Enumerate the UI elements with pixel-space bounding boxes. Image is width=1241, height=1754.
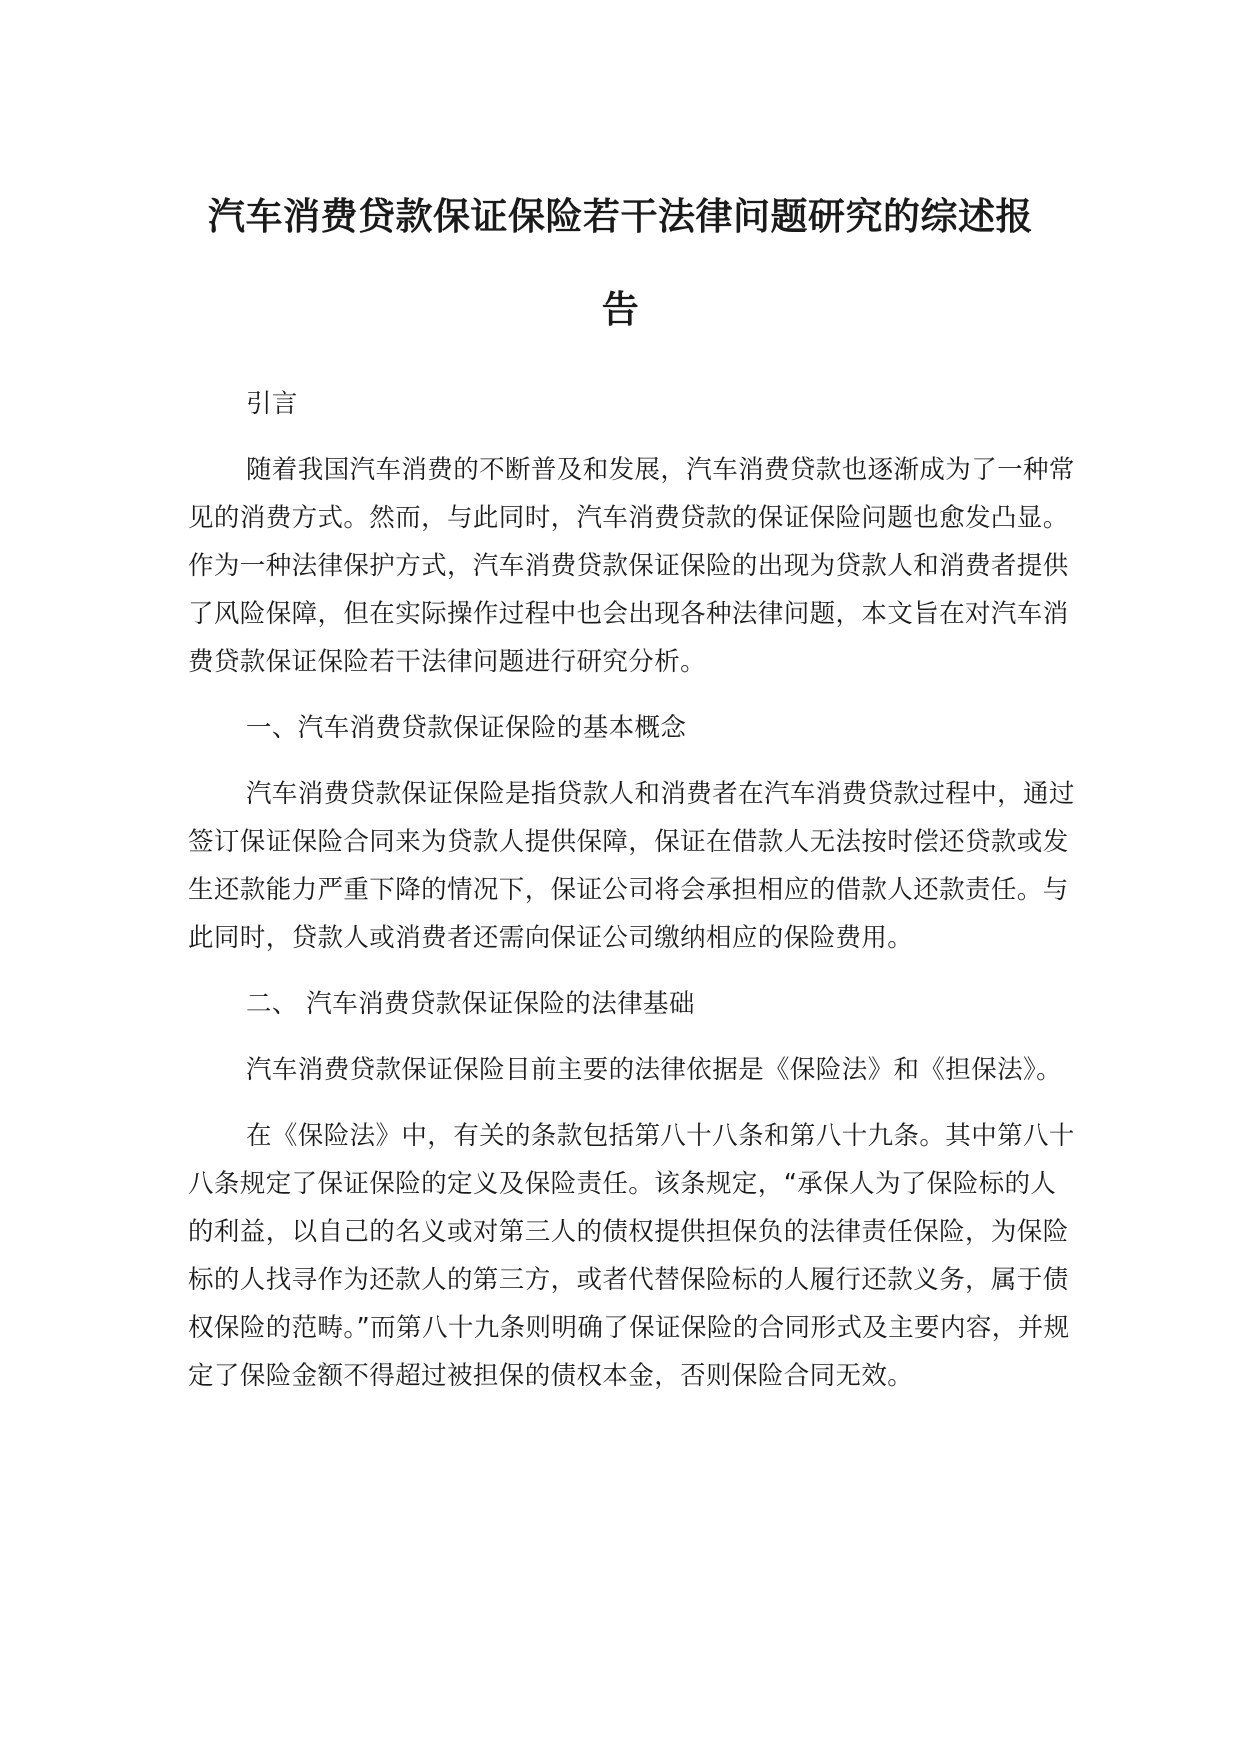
title-line-2: 告 (601, 288, 640, 331)
section-heading-intro: 引言 (246, 389, 298, 419)
paragraph-insurance-law: 在《保险法》中，有关的条款包括第八十八条和第八十九条。其中第八十八条规定了保证保险的定义及保险责任。该条规定，“承保人为了保险标的人的利益，以自己的名义或对第三人的债权提供担保负的法律责任保险，为保险标的人找寻作为还款人的第三方，或者代替保险标的人履行还款义务，属于债权保险的范畴。”而第八十九条则明确了保证保险的合同形式及主要内容，并规定了保险金额不得超过被担保的债权本金，否则保险合同无效。 (188, 1121, 1075, 1391)
paragraph-intro: 随着我国汽车消费的不断普及和发展，汽车消费贷款也逐渐成为了一种常见的消费方式。然而，与此同时，汽车消费贷款的保证保险问题也愈发凸显。作为一种法律保护方式，汽车消费贷款保证保险的出现为贷款人和消费者提供了风险保障，但在实际操作过程中也会出现各种法律问题，本文旨在对汽车消费贷款保证保险若干法律问题进行研究分析。 (188, 455, 1075, 677)
section-heading-1: 一、汽车消费贷款保证保险的基本概念 (246, 713, 687, 743)
paragraph-legal-basis: 汽车消费贷款保证保险目前主要的法律依据是《保险法》和《担保法》。 (246, 1055, 1063, 1085)
paragraph-concept: 汽车消费贷款保证保险是指贷款人和消费者在汽车消费贷款过程中，通过签订保证保险合同来为贷款人提供保障，保证在借款人无法按时偿还贷款或发生还款能力严重下降的情况下，保证公司将会承担相应的借款人还款责任。与此同时，贷款人或消费者还需向保证公司缴纳相应的保险费用。 (188, 779, 1075, 953)
section-heading-2: 二、 汽车消费贷款保证保险的法律基础 (246, 989, 695, 1019)
document-title (180, 170, 1061, 356)
document-body (188, 380, 1078, 1400)
title-line-1: 汽车消费贷款保证保险若干法律问题研究的综述报 (208, 195, 1033, 238)
